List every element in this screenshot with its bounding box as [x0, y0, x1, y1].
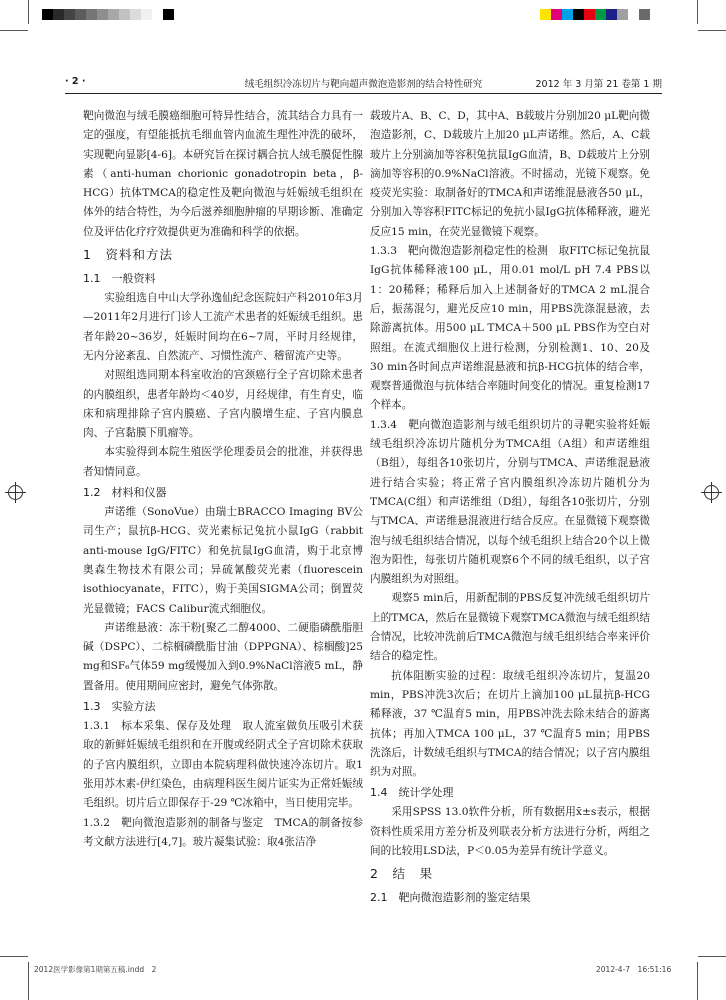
subheading-general-data: 1.1 一般资料 [83, 272, 156, 286]
file-slug: 2012医学影像第1期第五稿.indd 2 [34, 965, 157, 974]
section-heading-methods: 1 资料和方法 [83, 247, 173, 263]
color-calibration-bar-right [540, 9, 650, 20]
paragraph-sonovue-suspension: 声诺维悬液：冻干粉[聚乙二醇4000、二硬脂磷酰脂胆碱（DSPC）、二棕榈磷酰脂甘油（DPPGNA）、棕榈酸]25 mg和SF₆气体59 mg缓慢加入到0.9%NaCl溶液5 mL，静置备用。使用期间应密封，避免气体弥散。 [83, 621, 363, 692]
crop-mark [0, 30, 28, 31]
subheading-experimental-methods: 1.3 实验方法 [83, 700, 156, 714]
color-swatch [573, 9, 584, 20]
color-swatch [562, 9, 573, 20]
registration-mark-icon [8, 485, 23, 500]
section-heading-results: 2 结 果 [370, 866, 433, 882]
header-rule [65, 93, 662, 94]
paragraph-specimen-collection: 1.3.1 标本采集、保存及处理 取人流室做负压吸引术获取的新鲜妊娠绒毛组织和在开腹或经阴式全子宫切除术获取的子宫内膜组织，立即由本院病理科做快速冷冻切片。取1张用苏木素-伊红染色，由病理科医生阅片证实为正常妊娠绒毛组织。切片后立即保存于-29 ℃冰箱中，当日使用完毕。 [83, 720, 363, 810]
running-title: 绒毛组织冷冻切片与靶向超声微泡造影剂的结合特性研究 [244, 79, 483, 90]
paragraph-microbubble-preparation: 1.3.2 靶向微泡造影剂的制备与鉴定 TMCA的制备按参考文献方法进行[4,7]。玻片凝集试验：取4张洁净 [83, 816, 363, 848]
paragraph-ethics: 本实验得到本院生殖医学伦理委员会的批准，并获得患者知情同意。 [83, 446, 363, 478]
color-swatch [42, 9, 53, 20]
color-swatch [639, 9, 650, 20]
running-header [65, 76, 662, 90]
paragraph-statistics: 采用SPSS 13.0软件分析，所有数据用x̄±s表示，根据资料性质采用方差分析及列联表分析方法进行分析，两组之间的比较用LSD法，P＜0.05为差异有统计学意义。 [370, 806, 650, 857]
crop-mark [698, 30, 726, 31]
subheading-statistics: 1.4 统计学处理 [370, 786, 454, 800]
color-swatch [64, 9, 75, 20]
color-swatch [119, 9, 130, 20]
color-calibration-bar-left [42, 9, 185, 20]
crop-mark [28, 0, 29, 24]
crop-mark [698, 956, 726, 957]
color-swatch [141, 9, 152, 20]
color-swatch [75, 9, 86, 20]
paragraph-control-group: 对照组选同期本科室收治的宫颈癌行全子宫切除术患者的内膜组织，患者年龄均＜40岁，月经规律，有生育史，临床和病理排除子宫内膜癌、子宫内膜增生症、子宫内膜息肉、子宫黏膜下肌瘤等。 [83, 369, 363, 440]
paragraph-observation: 观察5 min后，用新配制的PBS反复冲洗绒毛组织切片上的TMCA，然后在显微镜下观察TMCA微泡与绒毛组织结合情况，比较冲洗前后TMCA微泡与绒毛组织结合率来评价结合的稳定性。 [370, 592, 650, 663]
color-swatch [130, 9, 141, 20]
crop-mark [697, 0, 698, 24]
crop-mark [28, 962, 29, 1000]
color-swatch [595, 9, 606, 20]
color-swatch [540, 9, 551, 20]
issue-info: 2012 年 3 月第 21 卷第 1 期 [535, 79, 662, 90]
right-column [370, 107, 650, 908]
paragraph-experimental-group: 实验组选自中山大学孙逸仙纪念医院妇产科2010年3月—2011年2月进行门诊人工流产术患者的妊娠绒毛组织。患者年龄20~36岁，妊娠时间均在6~7周，平时月经规律，无内分泌紊乱、自然流产、习惯性流产、稽留流产史等。 [83, 292, 363, 362]
paragraph-antibody-blocking: 抗体阻断实验的过程：取绒毛组织冷冻切片，复温20 min，PBS冲洗3次后；在切片上滴加100 μL鼠抗β-HCG稀释液，37 ℃温育5 min，用PBS冲洗去除未结合的游离抗体；再加入TMCA 100 μL，37 ℃温育5 min；用PBS洗涤后，计数绒毛组织与TMCA的结合情况；以子宫内膜组织为对照。 [370, 669, 650, 779]
color-swatch [584, 9, 595, 20]
subheading-materials: 1.2 材料和仪器 [83, 486, 167, 500]
crop-mark [0, 956, 28, 957]
color-swatch [617, 9, 628, 20]
color-swatch [53, 9, 64, 20]
paragraph-slide-agglutination: 载玻片A、B、C、D，其中A、B载玻片分别加20 μL靶向微泡造影剂，C、D载玻片上加20 μL声诺维。然后，A、C载玻片上分别滴加等容积兔抗鼠IgG血清，B、D载玻片上分别滴加等容积的0.9%NaCl溶液。不时摇动，光镜下观察。免疫荧光实验：取制备好的TMCA和声诺维混悬液各50 μL，分别加入等容积FITC标记的免抗小鼠IgG抗体稀释液，避光反应15 min，在荧光显微镜下观察。 [370, 110, 650, 238]
registration-mark-icon [704, 485, 719, 500]
paragraph-targeting-experiment: 1.3.4 靶向微泡造影剂与绒毛组织切片的寻靶实验将妊娠绒毛组织冷冻切片随机分为TMCA组（A组）和声诺维组（B组），每组各10张切片，分别与TMCA、声诺维混悬液进行结合实验；将正常子宫内膜组织冷冻切片随机分为TMCA(C组）和声诺维组（D组），每组各10张切片，分别与TMCA、声诺维悬混液进行结合反应。在显微镜下观察微泡与绒毛组织结合情况，以每个绒毛组织上结合20个以上微泡为阳性，每张切片随机观察6个不同的绒毛组织，以子宫内膜组织为对照组。 [370, 418, 650, 586]
color-swatch [606, 9, 617, 20]
print-timestamp: 2012-4-7 16:51:16 [596, 965, 672, 974]
color-swatch [628, 9, 639, 20]
color-swatch [108, 9, 119, 20]
page-number: · 2 · [65, 76, 86, 87]
intro-paragraph: 靶向微泡与绒毛膜癌细胞可特异性结合，流其结合力具有一定的强度，有望能抵抗毛细血管内血流生理性冲洗的破坏，实现靶向显影[4-6]。本研究旨在探讨耦合抗人绒毛膜促性腺素（anti-human chorionic gonadotropin beta，β-HCG）抗体TMCA的稳定性及靶向微泡与妊娠绒毛组织在体外的结合特性，为今后滋养细胞肿瘤的早期诊断、准确定位及评估化疗疗效提供更为准确和科学的依据。 [83, 110, 363, 238]
color-swatch [551, 9, 562, 20]
crop-mark [697, 962, 698, 1000]
paragraph-materials: 声诺维（SonoVue）由瑞士BRACCO Imaging BV公司生产；鼠抗β-HCG、荧光素标记兔抗小鼠IgG（rabbit anti-mouse IgG/FITC）和免抗鼠IgG血清，购于北京博奥森生物技术有限公司；异硫氰酸荧光素（fluorescein isothiocyanate，FITC），购于美国SIGMA公司；倒置荧光显微镜；FACS Calibur流式细胞仪。 [83, 506, 363, 615]
color-swatch [163, 9, 174, 20]
color-swatch [174, 9, 185, 20]
color-swatch [86, 9, 97, 20]
paragraph-stability-detection: 1.3.3 靶向微泡造影剂稳定性的检测 取FITC标记兔抗鼠IgG抗体稀释液100 μL，用0.01 mol/L pH 7.4 PBS以1：20稀释；稀释后加入上述制备好的TMCA 2 mL混合后，振荡混匀，避光反应10 min，用PBS洗涤混悬液，去除游离抗体。用500 μL TMCA＋500 μL PBS作为空白对照组。在流式细胞仪上进行检测，分别检测1、10、20及30 min各时间点声诺维混悬液和抗β-HCG抗体的结合率，观察普通微泡与抗体结合率随时间变化的情况。重复检测17个样本。 [370, 245, 650, 412]
color-swatch [152, 9, 163, 20]
color-swatch [97, 9, 108, 20]
left-column [83, 107, 363, 852]
subheading-identification-results: 2.1 靶向微泡造影剂的鉴定结果 [370, 891, 531, 905]
